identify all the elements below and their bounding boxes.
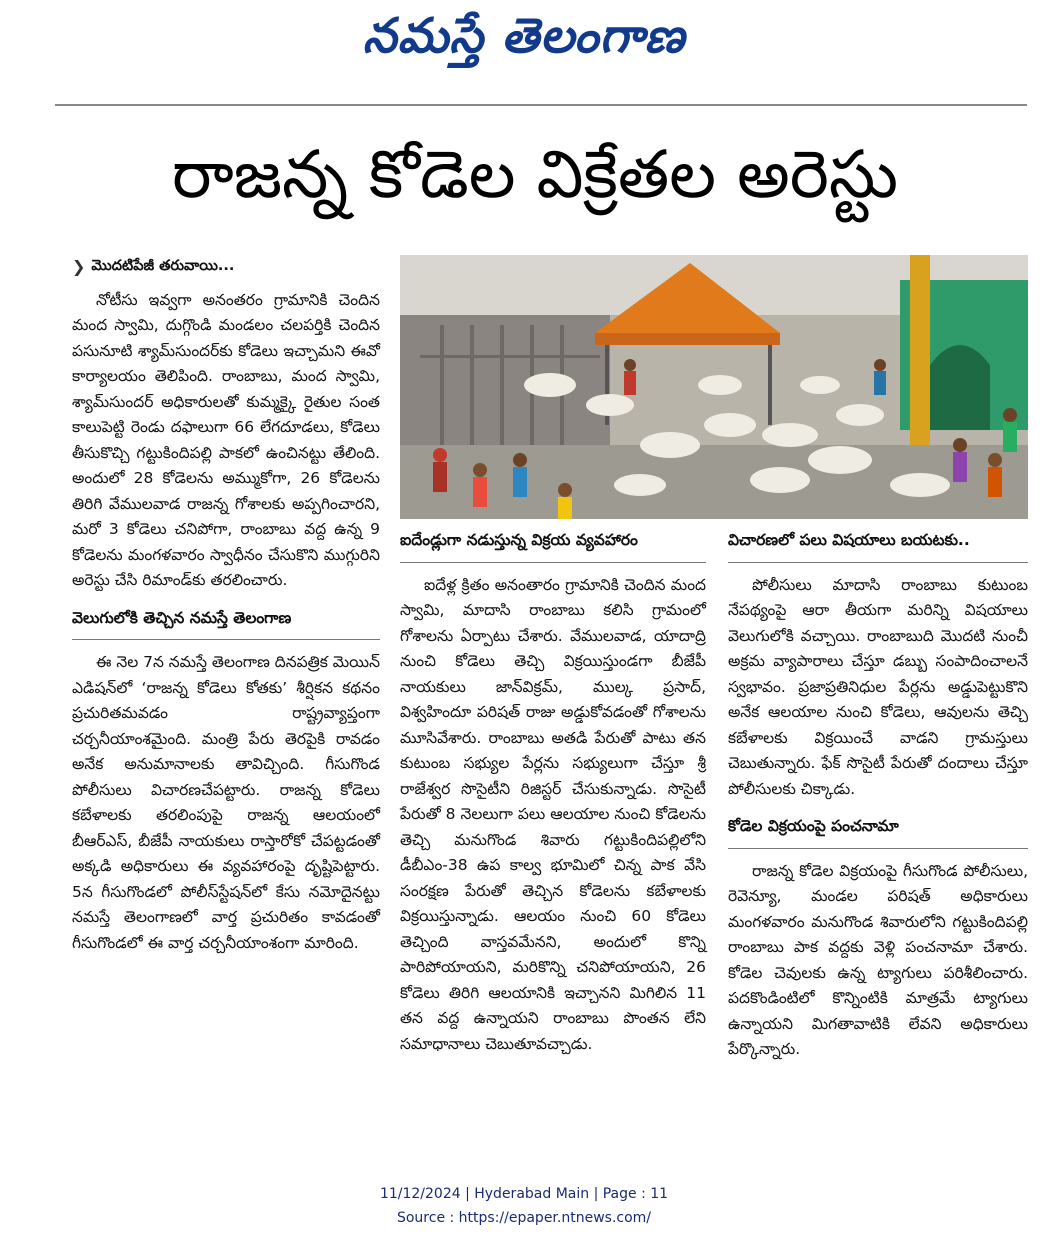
- section-subhead: ఐదేండ్లుగా నడుస్తున్న విక్రయ వ్యవహారం: [400, 528, 706, 563]
- article-column-2: [400, 528, 706, 1057]
- continued-label: మొదటిపేజీ తరువాయి...: [91, 258, 235, 274]
- continued-from-marker: [72, 254, 380, 280]
- article-column-3: [728, 528, 1028, 1063]
- section-subhead: విచారణలో పలు విషయాలు బయటకు..: [728, 528, 1028, 563]
- edition-info: 11/12/2024 | Hyderabad Main | Page : 11: [379, 1186, 669, 1202]
- cattle-temple-photo: [400, 255, 1028, 519]
- masthead-logo: నమస్తే తెలంగాణ: [362, 8, 686, 64]
- article-column-1: [72, 254, 380, 956]
- source-link[interactable]: Source : https://epaper.ntnews.com/: [396, 1210, 652, 1226]
- paragraph: ఐదేళ్ల క్రితం అనంతారం గ్రామానికి చెందిన మంద స్వామి, మాదాసి రాంబాబు కలిసి గ్రామంలో గోశాలను ఏర్పాటు చేశారు. వేములవాడ, యాదాద్రి నుంచి కోడెలు తెచ్చి విక్రయిస్తుండగా బీజేపీ నాయకులు జాన్‌విక్రమ్, ముల్క ప్రసాద్, విశ్వహిందూ పరిషత్ రాజు అడ్డుకోవడంతో గోశాలను మూసివేశారు. రాంబాబు అతడి పేరుతో పాటు తన కుటుంబ సభ్యుల పేర్లను సభ్యులుగా చేస్తూ శ్రీ రాజేశ్వర సొసైటీని రిజిస్టర్ చేసుకున్నాడు. సొసైటీ పేరుతో 8 నెలలుగా పలు ఆలయాల నుంచి కోడెలను తెచ్చి మనుగొండ శివారు గట్టుకిందిపల్లిలోని డీబీఎం-38 ఉప కాల్వ భూమిలో చిన్న పాక వేసి సంరక్షణ పేరుతో తెచ్చిన కోడెలను కబేళాలకు విక్రయిస్తున్నాడు. ఆలయం నుంచి 60 కోడెలు తెచ్చింది వాస్తవమేనని, అందులో కొన్ని పారిపోయాయని, మరికొన్ని చనిపోయాయని, 26 కోడెలు తిరిగి ఆలయానికి ఇచ్చానని మిగిలిన 11 తన వద్ద ఉన్నాయని రాంబాబు పొంతన లేని సమాధానాలు చెబుతూవచ్చాడు.: [400, 575, 706, 1053]
- paragraph: ఈ నెల 7న నమస్తే తెలంగాణ దినపత్రిక మెయిన్ ఎడిషన్‌లో ‘రాజన్న కోడెలు కోతకు’ శీర్షికన కథనం ప్రచురితమవడం రాష్ట్రవ్యాప్తంగా చర్చనీయాంశమైంది. మంత్రి పేరు తెరపైకి రావడం అనేక అనుమానాలకు తావిచ్చింది. గీసుగొండ పోలీసులు విచారణచేపట్టారు. రాజన్న కోడెలు కబేళాలకు తరలింపుపై రాజన్న ఆలయంలో బీఆర్ఎస్, బీజేపీ నాయకులు రాస్తారోకో చేపట్టడంతో అక్కడి అధికారులు ఈ వ్యవహారంపై దృష్టిపెట్టారు. 5న గీసుగొండలో పోలీస్‌స్టేషన్‌లో కేసు నమోదైనట్టు నమస్తే తెలంగాణలో వార్త ప్రచురితం కావడంతో గీసుగొండలో ఈ వార్త చర్చనీయాంశంగా మారింది.: [72, 653, 380, 952]
- paragraph: రాజన్న కోడెల విక్రయంపై గీసుగొండ పోలీసులు, రెవెన్యూ, మండల పరిషత్ అధికారులు మంగళవారం మనుగొండ శివారులోని గట్టుకిందిపల్లి రాంబాబు పాక వద్దకు వెళ్లి పంచనామా చేశారు. కోడెల చెవులకు ఉన్న ట్యాగులు పరిశీలించారు. పదకొండింటిలో కొన్నింటికి మాత్రమే ట్యాగులు ఉన్నాయని మిగతావాటికి లేవని అధికారులు పేర్కొన్నారు.: [728, 861, 1028, 1058]
- news-photo: [400, 255, 1028, 519]
- article-headline: రాజన్న కోడెల విక్రేతల అరెస్టు: [171, 136, 899, 213]
- masthead-divider: [55, 104, 1027, 106]
- paragraph: పోలీసులు మాదాసి రాంబాబు కుటుంబ నేపథ్యంపై ఆరా తీయగా మరిన్ని విషయాలు వెలుగులోకి వచ్చాయి. రాంబాబుది మొదటి నుంచీ అక్రమ వ్యాపారాలు చేస్తూ డబ్బు సంపాదించాలనే స్వభావం. ప్రజాప్రతినిధుల పేర్లను అడ్డుపెట్టుకొని అనేక ఆలయాల నుంచి కోడెలు, ఆవులను తెచ్చి కబేళాలకు విక్రయించే వాడని గ్రామస్తులు చెబుతున్నారు. ఫేక్ సొసైటీ పేరుతో దందాలు చేస్తూ పోలీసులకు చిక్కాడు.: [728, 575, 1028, 798]
- paragraph: నోటీసు ఇవ్వగా అనంతరం గ్రామానికి చెందిన మంద స్వామి, దుగ్గొండి మండలం చలపర్తికి చెందిన పసునూటి శ్యామ్‌సుందర్‌కు కోడెలు ఇచ్చామని ఈవో కార్యాలయం తెలిపింది. రాంబాబు, మంద స్వామి, శ్యామ్‌సుందర్ అధికారులతో కుమ్మక్కై రైతుల సంత కాలుపెట్టి రెండు దఫాలుగా 66 లేగదూడలు, కోడెలు తీసుకొచ్చి గట్టుకిందిపల్లి పాకలో ఉంచినట్టు తేలింది. అందులో 28 కోడెలను అమ్ముకోగా, 26 కోడెలను తిరిగి వేములవాడ రాజన్న గోశాలకు అప్పగించారని, మరో 3 కోడెలు చనిపోగా, రాంబాబు వద్ద ఉన్న 9 కోడెలను మంగళవారం స్వాధీనం చేసుకొని ముగ్గురిని అరెస్టు చేసి రిమాండ్‌కు తరలించారు.: [72, 290, 380, 589]
- section-subhead: కోడెల విక్రయంపై పంచనామా: [728, 814, 1028, 849]
- section-subhead: వెలుగులోకి తెచ్చిన నమస్తే తెలంగాణ: [72, 606, 380, 641]
- chevron-right-icon: ❯: [72, 257, 86, 276]
